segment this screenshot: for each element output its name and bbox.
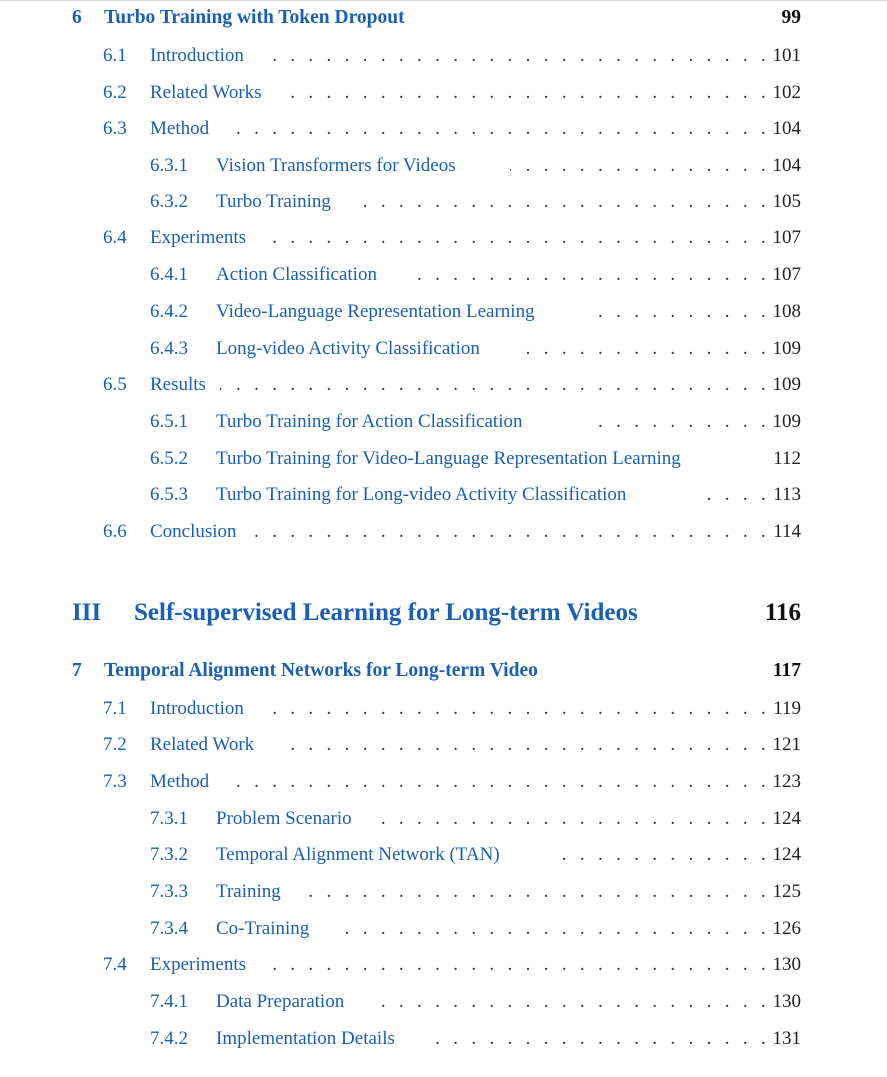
toc-page-number: 109: [772, 338, 801, 359]
toc-title[interactable]: Temporal Alignment Networks for Long-term Video: [104, 660, 538, 681]
toc-page-number: 114: [773, 521, 801, 542]
toc-page-number: 104: [772, 155, 801, 176]
toc-number: 7.3.4: [150, 918, 188, 939]
toc-leader-dots: [702, 483, 770, 507]
toc-title[interactable]: Turbo Training for Long-video Activity Classification: [216, 484, 627, 505]
toc-title[interactable]: Turbo Training: [216, 191, 331, 212]
toc-page-number: 109: [772, 411, 801, 432]
toc-number: 6.5.3: [150, 484, 188, 505]
toc-chapter-6[interactable]: [0, 6, 887, 30]
toc-subsection[interactable]: [0, 843, 887, 867]
toc-section[interactable]: [0, 44, 887, 68]
toc-leader-dots: [382, 807, 770, 831]
toc-number: 6.4.1: [150, 264, 188, 285]
toc-number: 6.4.3: [150, 338, 188, 359]
toc-title[interactable]: Turbo Training with Token Dropout: [104, 7, 405, 28]
toc-leader-dots: [300, 880, 770, 904]
toc-title[interactable]: Self-supervised Learning for Long-term Videos: [134, 599, 638, 626]
toc-subsection[interactable]: [0, 410, 887, 434]
toc-page-number: 119: [773, 698, 801, 719]
toc-subsection[interactable]: [0, 337, 887, 361]
toc-section[interactable]: [0, 117, 887, 141]
toc-title[interactable]: Long-video Activity Classification: [216, 338, 480, 359]
toc-subsection[interactable]: [0, 447, 887, 471]
toc-page-number: 116: [764, 599, 801, 626]
toc-section[interactable]: [0, 373, 887, 397]
toc-number: 7.3: [103, 771, 127, 792]
toc-number: 6.5.2: [150, 448, 188, 469]
toc-leader-dots: [266, 697, 770, 721]
toc-page-number: 130: [772, 991, 801, 1012]
toc-part-3[interactable]: [0, 597, 887, 629]
toc-subsection[interactable]: [0, 483, 887, 507]
toc-number: 6.4: [103, 227, 127, 248]
toc-section[interactable]: [0, 770, 887, 794]
toc-subsection[interactable]: [0, 917, 887, 941]
toc-leader-dots: [560, 843, 770, 867]
page-top-border: [0, 0, 887, 1]
toc-page-number: 99: [781, 7, 801, 28]
toc-number: 6.5: [103, 374, 127, 395]
toc-page-number: 107: [772, 264, 801, 285]
toc-number: 7.3.3: [150, 881, 188, 902]
toc-leader-dots: [510, 154, 770, 178]
toc-leader-dots: [220, 373, 770, 397]
toc-leader-dots: [524, 337, 770, 361]
toc-leader-dots: [412, 263, 770, 287]
toc-leader-dots: [236, 117, 770, 141]
toc-number: 7.4.2: [150, 1028, 188, 1049]
toc-number: 6.3.1: [150, 155, 188, 176]
toc-subsection[interactable]: [0, 300, 887, 324]
toc-page-number: 125: [772, 881, 801, 902]
toc-subsection[interactable]: [0, 807, 887, 831]
toc-leader-dots: [380, 990, 770, 1014]
toc-leader-dots: [266, 953, 770, 977]
toc-page-number: 108: [772, 301, 801, 322]
toc-number: 7: [72, 660, 82, 681]
toc-title[interactable]: Implementation Details: [216, 1028, 395, 1049]
toc-leader-dots: [590, 410, 770, 434]
toc-section[interactable]: [0, 733, 887, 757]
toc-title[interactable]: Problem Scenario: [216, 808, 352, 829]
toc-page-number: 113: [773, 484, 801, 505]
toc-number: 6.3: [103, 118, 127, 139]
toc-subsection[interactable]: [0, 190, 887, 214]
toc-title[interactable]: Results: [150, 374, 206, 395]
toc-number: 7.2: [103, 734, 127, 755]
toc-title[interactable]: Method: [150, 771, 210, 792]
toc-page-number: 131: [772, 1028, 801, 1049]
toc-number: 7.3.2: [150, 844, 188, 865]
toc-leader-dots: [266, 44, 770, 68]
toc-page-number: 117: [772, 660, 801, 681]
toc-title[interactable]: Turbo Training for Action Classification: [216, 411, 523, 432]
toc-title[interactable]: Turbo Training for Video-Language Representation Learning: [216, 448, 681, 469]
toc-page-number: 112: [773, 448, 801, 469]
toc-number: 6.3.2: [150, 191, 188, 212]
toc-title[interactable]: Data Preparation: [216, 991, 345, 1012]
toc-number: 6.1: [103, 45, 127, 66]
toc-title[interactable]: Video-Language Representation Learning: [216, 301, 535, 322]
toc-page-number: 126: [772, 918, 801, 939]
toc-page-number: 107: [772, 227, 801, 248]
toc-number: 6: [72, 7, 82, 28]
toc-leader-dots: [236, 770, 770, 794]
toc-title[interactable]: Method: [150, 118, 210, 139]
toc-section[interactable]: [0, 81, 887, 105]
toc-page-number: 124: [772, 844, 801, 865]
toc-number: 6.4.2: [150, 301, 188, 322]
toc-page-number: 130: [772, 954, 801, 975]
toc-title[interactable]: Vision Transformers for Videos: [216, 155, 456, 176]
toc-subsection[interactable]: [0, 1027, 887, 1051]
toc-page-number: 104: [772, 118, 801, 139]
toc-number: 7.3.1: [150, 808, 188, 829]
toc-page-number: 124: [772, 808, 801, 829]
toc-title[interactable]: Temporal Alignment Network (TAN): [216, 844, 500, 865]
toc-title[interactable]: Conclusion: [150, 521, 237, 542]
toc-title[interactable]: Related Work: [150, 734, 255, 755]
toc-subsection[interactable]: [0, 880, 887, 904]
toc-number: 6.2: [103, 82, 127, 103]
toc-chapter-7[interactable]: [0, 659, 887, 683]
toc-leader-dots: [590, 300, 770, 324]
toc-section[interactable]: [0, 226, 887, 250]
toc-leader-dots: [364, 190, 770, 214]
toc-leader-dots: [266, 226, 770, 250]
toc-leader-dots: [430, 1027, 770, 1051]
toc-title[interactable]: Introduction: [150, 698, 244, 719]
toc-page-number: 105: [772, 191, 801, 212]
toc-title[interactable]: Training: [216, 881, 281, 902]
toc-page-number: 101: [772, 45, 801, 66]
toc-number: 7.4.1: [150, 991, 188, 1012]
toc-title[interactable]: Action Classification: [216, 264, 377, 285]
toc-page-number: 102: [772, 82, 801, 103]
toc-page-number: 123: [772, 771, 801, 792]
toc-number: 6.6: [103, 521, 127, 542]
toc-leader-dots: [252, 520, 770, 544]
toc-section[interactable]: [0, 953, 887, 977]
toc-number: 7.4: [103, 954, 127, 975]
toc-title[interactable]: Related Works: [150, 82, 262, 103]
toc-subsection[interactable]: [0, 990, 887, 1014]
toc-section[interactable]: [0, 520, 887, 544]
toc-leader-dots: [284, 81, 770, 105]
toc-page-number: 121: [772, 734, 801, 755]
toc-subsection[interactable]: [0, 263, 887, 287]
toc-title[interactable]: Experiments: [150, 954, 247, 975]
toc-leader-dots: [284, 733, 770, 757]
toc-section[interactable]: [0, 697, 887, 721]
toc-page-number: 109: [772, 374, 801, 395]
toc-title[interactable]: Co-Training: [216, 918, 310, 939]
toc-number: III: [72, 599, 102, 626]
toc-number: 6.5.1: [150, 411, 188, 432]
toc-title[interactable]: Introduction: [150, 45, 244, 66]
toc-leader-dots: [334, 917, 770, 941]
toc-title[interactable]: Experiments: [150, 227, 247, 248]
toc-number: 7.1: [103, 698, 127, 719]
toc-subsection[interactable]: [0, 154, 887, 178]
